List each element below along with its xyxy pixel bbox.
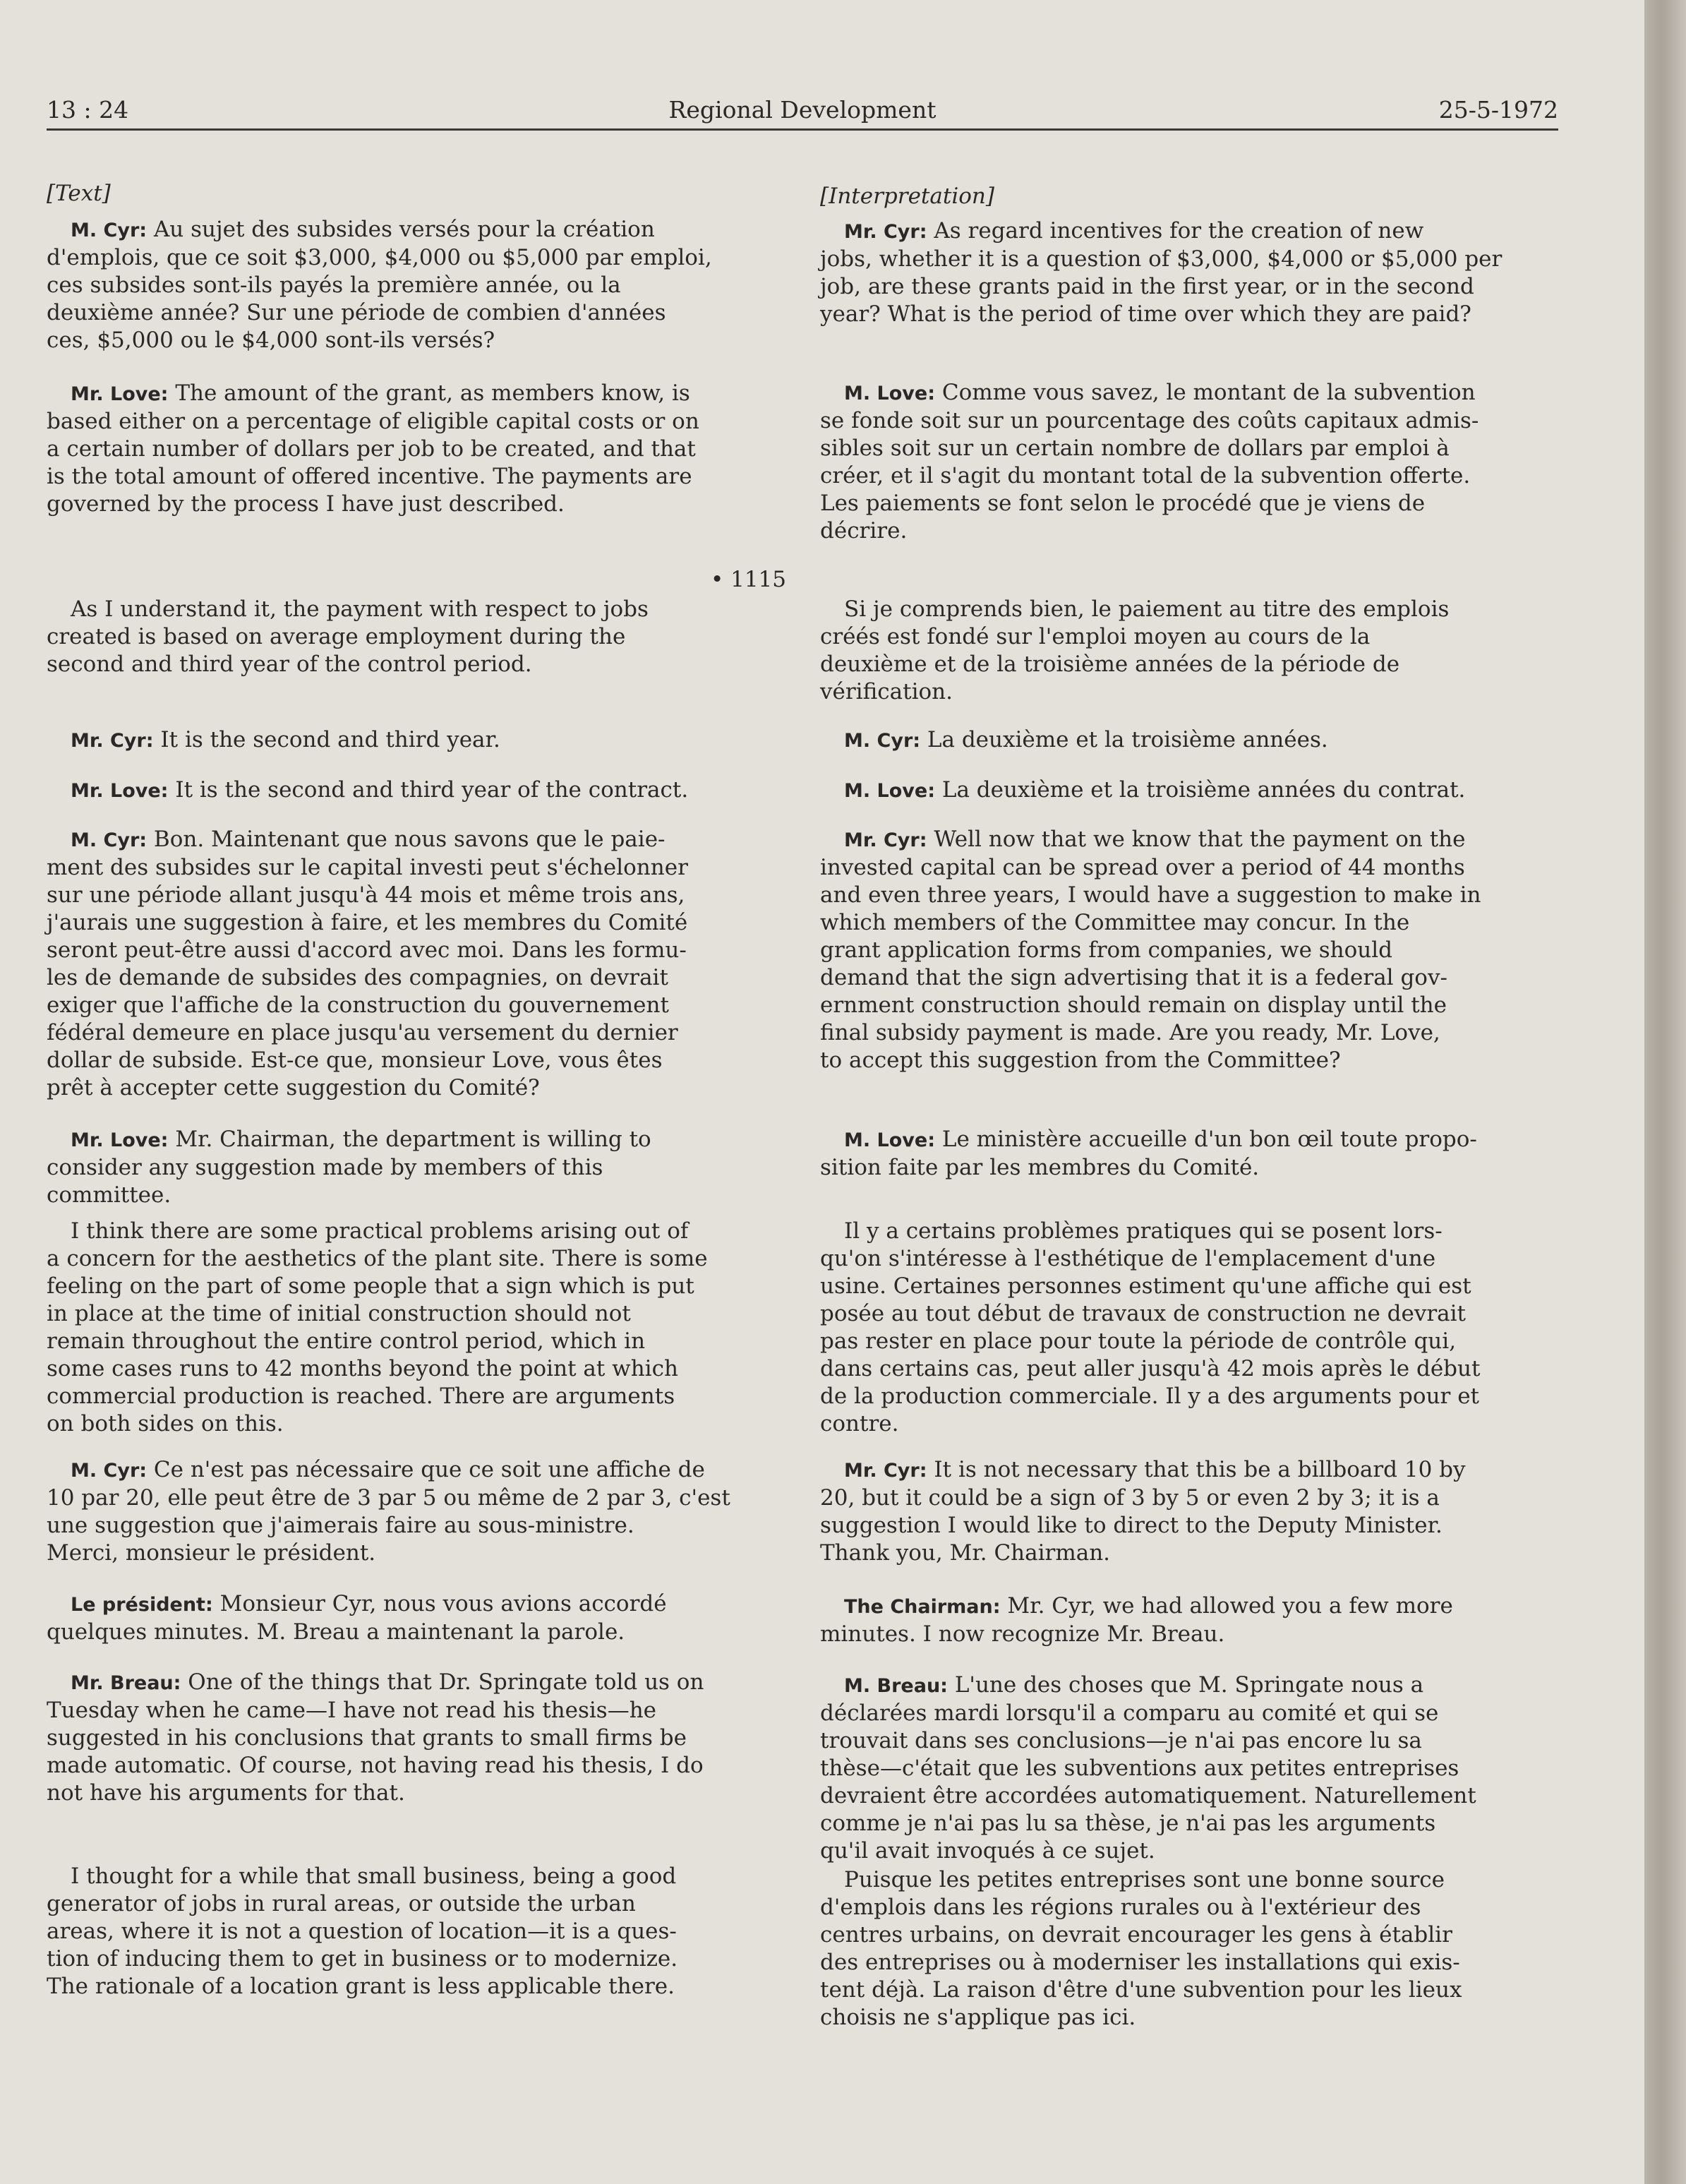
speech-text: Comme vous savez, le montant de la subvention se fonde soit sur un pourcentage des coûts capitaux admis- sibles soit sur un certain nombre de dollars par emploi à créer, et il s'agit du montant total de la subvention offerte. Les paiements se font selon le procédé que je viens de décrire.	[820, 380, 1479, 544]
paragraph: Puisque les petites entreprises sont une bonne source d'emplois dans les régions rurales ou à l'extérieur des centres urbains, on devrait encourager les gens à établir des entreprises ou à moderniser les installations qui exis- tent déjà. La raison d'être d'une subvention pour les lieux choisis ne s'applique pas ici.	[820, 1867, 1462, 2030]
speaker-name: Le président:	[71, 1594, 213, 1616]
speaker-name: M. Love:	[844, 1129, 935, 1151]
paragraph	[820, 1456, 1560, 1567]
paragraph	[47, 1590, 786, 1646]
speech-text: La deuxième et la troisième années.	[920, 727, 1328, 752]
speech-text: One of the things that Dr. Springate told us on Tuesday when he came—I have not read his thesis—he suggested in his conclusions that grants to small firms be made automatic. Of course, not having read his thesis, I do not have his arguments for that.	[47, 1669, 704, 1806]
speech-text: It is the second and third year of the contract.	[168, 777, 689, 803]
speaker-name: Mr. Love:	[71, 383, 169, 405]
paragraph	[47, 216, 786, 354]
paragraph	[820, 1672, 1560, 1865]
speech-text: L'une des choses que M. Springate nous a déclarées mardi lorsqu'il a comparu au comité et qui se trouvait dans ses conclusions—je n'ai pas encore lu sa thèse—c'était que les subventions aux petites entreprises devraient être accordées automatiquement. Naturellement comme je n'ai pas lu sa thèse, je n'ai pas les arguments qu'il avait invoqués à ce sujet.	[820, 1672, 1476, 1864]
speaker-name: Mr. Cyr:	[844, 829, 927, 851]
speech-text: Well now that we know that the payment on the invested capital can be spread over a period of 44 months and even three years, I would have a suggestion to make in which members of the Committee may concur. In the grant application forms from companies, we should demand that the sign advertising that it is a federal gov- ernment construction should remain on display until the final subsidy payment is made. Are you ready, Mr. Love, to accept this suggestion from the Committee?	[820, 827, 1481, 1073]
paragraph	[47, 826, 786, 1102]
paragraph: I think there are some practical problems arising out of a concern for the aesthetics of the plant site. There is some feeling on the part of some people that a sign which is put in place at the time of initial construction should not remain throughout the entire control period, which in some cases runs to 42 months beyond the point at which commercial production is reached. There are arguments on both sides on this.	[47, 1218, 708, 1436]
running-title: Regional Development	[668, 96, 937, 124]
paragraph: Si je comprends bien, le paiement au titre des emplois créés est fondé sur l'emploi moyen au cours de la deuxième et de la troisième années de la période de vérification.	[820, 596, 1450, 704]
speech-text: La deuxième et la troisième années du contrat.	[935, 777, 1466, 803]
section-label: [Text]	[47, 181, 111, 206]
speaker-name: M. Cyr:	[844, 730, 921, 752]
paragraph	[820, 217, 1560, 328]
speaker-name: M. Cyr:	[71, 220, 147, 241]
speaker-name: M. Breau:	[844, 1675, 948, 1697]
paragraph	[820, 1592, 1560, 1648]
speech-text: Le ministère accueille d'un bon œil toute propo- sition faite par les membres du Comité.	[820, 1127, 1477, 1180]
speech-text: Monsieur Cyr, nous vous avions accordé quelques minutes. M. Breau a maintenant la parole.	[47, 1591, 667, 1645]
paragraph	[47, 1126, 786, 1209]
page-edge	[1644, 0, 1686, 2184]
time-marker: • 1115	[710, 567, 786, 592]
paragraph: Il y a certains problèmes pratiques qui se posent lors- qu'on s'intéresse à l'esthétique de l'emplacement d'une usine. Certaines personnes estiment qu'une affiche qui est posée au tout début de travaux de construction ne devrait pas rester en place pour toute la période de contrôle qui, dans certains cas, peut aller jusqu'à 42 mois après le début de la production commerciale. Il y a des arguments pour et contre.	[820, 1218, 1481, 1436]
speech-text: Mr. Chairman, the department is willing to consider any suggestion made by members of this committee.	[47, 1127, 651, 1208]
speech-text: Mr. Cyr, we had allowed you a few more minutes. I now recognize Mr. Breau.	[820, 1593, 1453, 1647]
speech-text: It is not necessary that this be a billboard 10 by 20, but it could be a sign of 3 by 5 or even 2 by 3; it is a suggestion I would like to direct to the Deputy Minister. Thank you, Mr. Chairman.	[820, 1457, 1466, 1566]
speaker-name: Mr. Cyr:	[844, 1460, 927, 1482]
speaker-name: M. Love:	[844, 780, 935, 802]
paragraph	[47, 1456, 786, 1567]
speech-text: Bon. Maintenant que nous savons que le paie- ment des subsides sur le capital investi peut s'échelonner sur une période allant jusqu'à 44 mois et même trois ans, j'aurais une suggestion à faire, et les membres du Comité seront peut-être aussi d'accord avec moi. Dans les formu- les de demande de subsides des compagnies, on devrait exiger que l'affiche de la construction du gouvernement fédéral demeure en place jusqu'au versement du dernier dollar de subside. Est-ce que, monsieur Love, vous êtes prêt à accepter cette suggestion du Comité?	[47, 827, 688, 1100]
paragraph	[820, 776, 1560, 805]
paragraph	[47, 776, 786, 805]
paragraph	[820, 726, 1560, 755]
page-number: 13 : 24	[47, 96, 129, 124]
paragraph	[820, 1126, 1560, 1182]
speech-text: The amount of the grant, as members know, is based either on a percentage of eligible capital costs or on a certain number of dollars per job to be created, and that is the total amount of offered incentive. The payments are governed by the process I have just described.	[47, 380, 699, 517]
speaker-name: M. Love:	[844, 383, 935, 404]
speaker-name: M. Cyr:	[71, 829, 147, 851]
header-date: 25-5-1972	[1438, 96, 1558, 124]
paragraph	[820, 826, 1560, 1074]
page-header	[47, 93, 1558, 131]
paragraph: I thought for a while that small business, being a good generator of jobs in rural areas, or outside the urban areas, where it is not a question of location—it is a ques- tion of inducing them to get in business or to modernize. The rationale of a location grant is less applicable there.	[47, 1864, 678, 1999]
speech-text: Ce n'est pas nécessaire que ce soit une affiche de 10 par 20, elle peut être de 3 par 5 ou même de 2 par 3, c'est une suggestion que j'aimerais faire au sous-ministre. Merci, monsieur le président.	[47, 1457, 730, 1566]
speech-text: Au sujet des subsides versés pour la création d'emplois, que ce soit $3,000, $4,000 ou $5,000 par emploi, ces subsides sont-ils payés la première année, ou la deuxième année? Sur une période de combien d'années ces, $5,000 ou le $4,000 sont-ils versés?	[47, 217, 712, 353]
speech-text: As regard incentives for the creation of new jobs, whether it is a question of $3,000, $4,000 or $5,000 per job, are these grants paid in the first year, or in the second year? What is the period of time over which they are paid?	[820, 218, 1503, 327]
paragraph	[820, 379, 1560, 545]
paragraph	[47, 380, 786, 518]
paragraph	[47, 726, 786, 755]
paragraph	[47, 1669, 786, 1807]
speaker-name: Mr. Love:	[71, 780, 169, 802]
speaker-name: M. Cyr:	[71, 1460, 147, 1482]
paragraph: As I understand it, the payment with respect to jobs created is based on average employment during the second and third year of the control period.	[47, 596, 649, 677]
speech-text: It is the second and third year.	[153, 727, 500, 752]
speaker-name: The Chairman:	[844, 1596, 1001, 1618]
section-label: [Interpretation]	[820, 184, 994, 209]
speaker-name: Mr. Cyr:	[71, 730, 154, 752]
speaker-name: Mr. Love:	[71, 1129, 169, 1151]
speaker-name: Mr. Breau:	[71, 1672, 181, 1694]
speaker-name: Mr. Cyr:	[844, 221, 927, 243]
